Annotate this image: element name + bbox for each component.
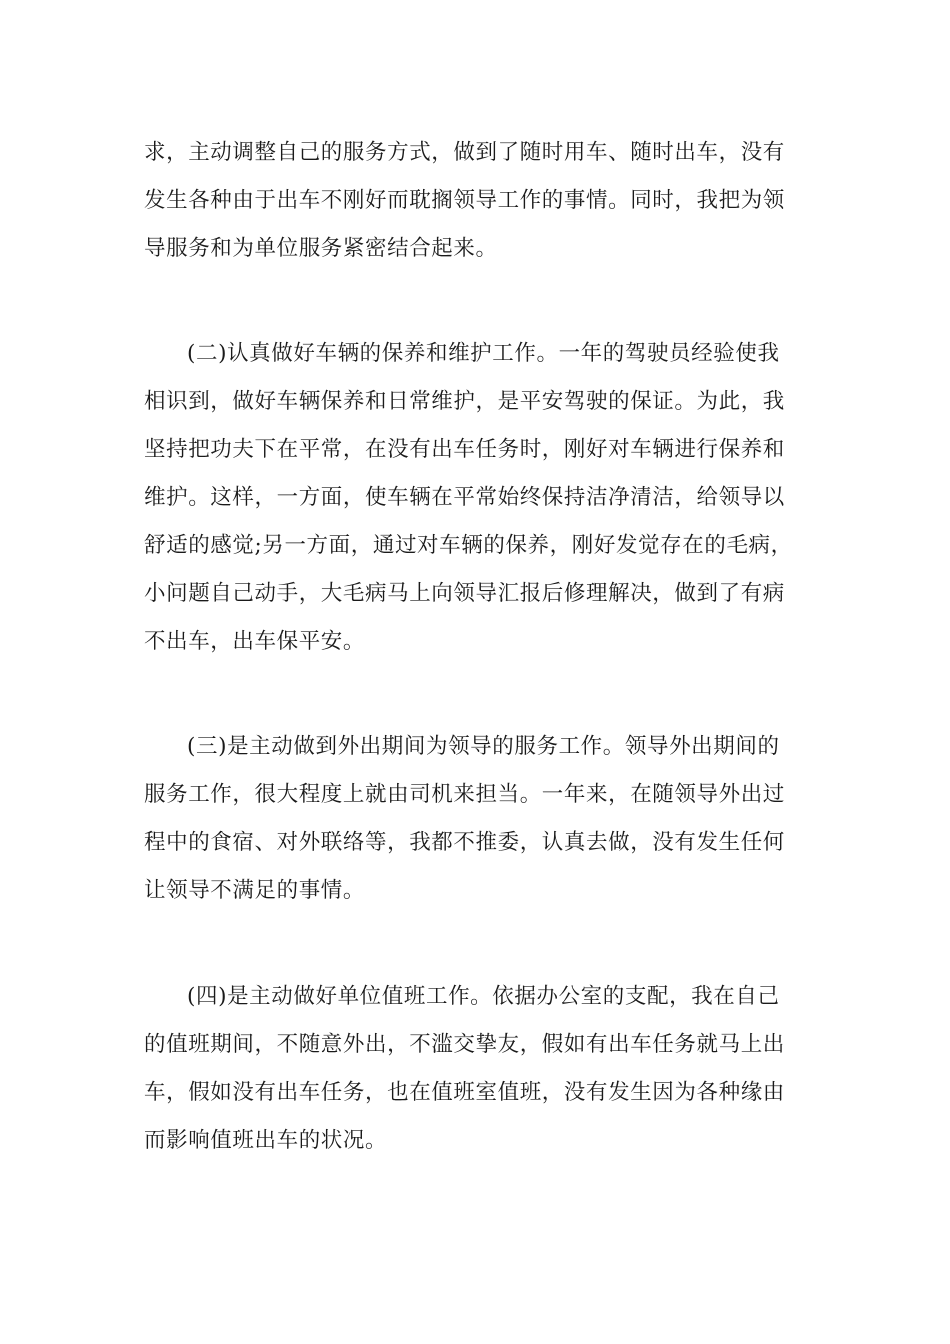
text-line: 不出车，出车保平安。 <box>144 629 366 654</box>
text-line: (四)是主动做好单位值班工作。依据办公室的支配，我在自己 <box>187 984 780 1009</box>
text-line: 求，主动调整自己的服务方式，做到了随时用车、随时出车，没有 <box>144 140 785 165</box>
text-line: 的值班期间，不随意外出，不滥交挚友，假如有出车任务就马上出 <box>144 1032 785 1057</box>
text-line: 维护。这样，一方面，使车辆在平常始终保持洁净清洁，给领导以 <box>144 485 785 510</box>
text-line: (二)认真做好车辆的保养和维护工作。一年的驾驶员经验使我 <box>187 341 780 366</box>
text-line: 发生各种由于出车不刚好而耽搁领导工作的事情。同时，我把为领 <box>144 188 785 213</box>
text-line: 让领导不满足的事情。 <box>144 878 366 903</box>
paragraph-travel-service <box>144 723 814 915</box>
text-line: 坚持把功夫下在平常，在没有出车任务时，刚好对车辆进行保养和 <box>144 437 785 462</box>
text-line: 程中的食宿、对外联络等，我都不推委，认真去做，没有发生任何 <box>144 830 785 855</box>
paragraph-service-approach <box>144 129 814 273</box>
paragraph-duty-shift <box>144 973 814 1165</box>
text-line: 而影响值班出车的状况。 <box>144 1128 388 1153</box>
text-line: (三)是主动做到外出期间为领导的服务工作。领导外出期间的 <box>187 734 780 759</box>
text-line: 导服务和为单位服务紧密结合起来。 <box>144 236 498 261</box>
text-line: 舒适的感觉;另一方面，通过对车辆的保养，刚好发觉存在的毛病， <box>144 533 793 558</box>
text-line: 车，假如没有出车任务，也在值班室值班，没有发生因为各种缘由 <box>144 1080 785 1105</box>
text-line: 相识到，做好车辆保养和日常维护，是平安驾驶的保证。为此，我 <box>144 389 785 414</box>
text-line: 小问题自己动手，大毛病马上向领导汇报后修理解决，做到了有病 <box>144 581 785 606</box>
text-line: 服务工作，很大程度上就由司机来担当。一年来，在随领导外出过 <box>144 782 785 807</box>
paragraph-vehicle-maintenance <box>144 330 814 666</box>
